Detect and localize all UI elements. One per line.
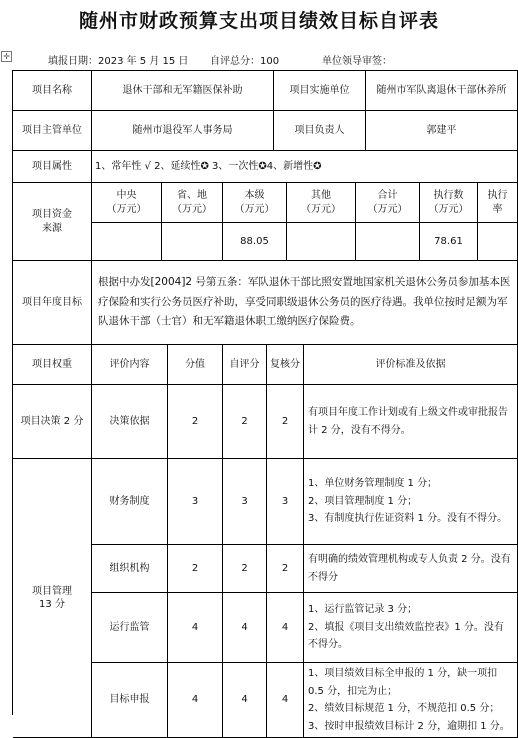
owner-label: 项目负责人: [274, 111, 366, 151]
eval-header-4: 复核分: [267, 345, 304, 385]
funds-header-4: 合计 （万元）: [356, 183, 420, 223]
funds-header-2: 本级 （万元）: [223, 183, 287, 223]
supervisor-value: 随州市退役军人事务局: [92, 111, 274, 151]
eval-self-cell: 2: [223, 385, 267, 459]
funds-value-6: [478, 223, 518, 261]
eval-header-3: 自评分: [223, 345, 267, 385]
attr-value: 1、常年性 √ 2、延续性✪ 3、一次性✪4、新增性✪: [92, 151, 518, 183]
goal-text: 根据中办发[2004]2 号第五条：军队退休干部比照安置地国家机关退休公务员参加基本医疗保险和实行公务员医疗补助，享受同职级退休公务员的医疗待遇。我单位按时足额为军队退休干部（士官）和无军籍退休职工缴纳医疗保险费。: [92, 261, 518, 345]
funds-value-4: [356, 223, 420, 261]
impl-unit-label: 项目实施单位: [274, 71, 366, 111]
goal-label: 项目年度目标: [13, 261, 92, 345]
self-total-score: 自评总分：100: [210, 56, 280, 67]
funds-header-0: 中央 （万元）: [92, 183, 162, 223]
project-name-label: 项目名称: [13, 71, 92, 111]
eval-criteria-cell: 1、项目绩效目标全申报的 1 分，缺一项扣 0.5 分，扣完为止； 2、绩效目标规范 1 分，不规范扣 0.5 分； 3、按时申报绩效目标计 2 分，逾期扣 1 分。: [304, 663, 518, 738]
eval-criteria-cell: 有明确的绩效管理机构或专人负责 2 分。没有不得分: [304, 545, 518, 593]
eval-header-1: 评价内容: [92, 345, 168, 385]
eval-score-cell: 4: [168, 593, 223, 663]
funds-value-2: 88.05: [223, 223, 287, 261]
funds-value-5: 78.61: [420, 223, 478, 261]
table-move-handle-icon[interactable]: ✛: [1, 51, 12, 62]
eval-content-cell: 组织机构: [92, 545, 168, 593]
eval-header-2: 分值: [168, 345, 223, 385]
eval-criteria-cell: 1、单位财务管理制度 1 分； 2、项目管理制度 1 分； 3、有制度执行佐证资料 1 分。没有不得分。: [304, 459, 518, 545]
eval-criteria-cell: 有项目年度工作计划或有上级文件或审批报告计 2 分，没有不得分。: [304, 385, 518, 459]
eval-self-cell: 4: [223, 593, 267, 663]
funds-label: 项目资金 来源: [13, 183, 92, 261]
eval-criteria-cell: 1、运行监管记录 3 分； 2、填报《项目支出绩效监控表》1 分。没有不得分。: [304, 593, 518, 663]
eval-self-cell: 4: [223, 663, 267, 738]
eval-self-cell: 2: [223, 545, 267, 593]
evaluation-table: [12, 70, 518, 732]
page-title: 随州市财政预算支出项目绩效目标自评表: [78, 10, 439, 32]
funds-value-0: [92, 223, 162, 261]
eval-header-5: 评价标准及依据: [304, 345, 518, 385]
eval-score-cell: 2: [168, 385, 223, 459]
eval-weight-0: 项目决策 2 分: [13, 385, 92, 459]
attr-label: 项目属性: [13, 151, 92, 183]
funds-value-3: [287, 223, 356, 261]
eval-score-cell: 3: [168, 459, 223, 545]
eval-review-cell: 3: [267, 459, 304, 545]
eval-content-cell: 财务制度: [92, 459, 168, 545]
supervisor-label: 项目主管单位: [13, 111, 92, 151]
fill-date: 填报日期：2023 年 5 月 15 日: [48, 56, 189, 67]
eval-review-cell: 4: [267, 593, 304, 663]
leader-sign: 单位领导审签：: [322, 56, 392, 67]
eval-content-cell: 决策依据: [92, 385, 168, 459]
eval-score-cell: 2: [168, 545, 223, 593]
eval-self-cell: 3: [223, 459, 267, 545]
eval-score-cell: 4: [168, 663, 223, 738]
eval-review-cell: 4: [267, 663, 304, 738]
eval-content-cell: 目标申报: [92, 663, 168, 738]
eval-header-0: 项目权重: [13, 345, 92, 385]
funds-value-1: [162, 223, 223, 261]
eval-review-cell: 2: [267, 545, 304, 593]
funds-header-6: 执行 率: [478, 183, 518, 223]
eval-review-cell: 2: [267, 385, 304, 459]
funds-header-5: 执行数 （万元）: [420, 183, 478, 223]
project-name-value: 退休干部和无军籍医保补助: [92, 71, 274, 111]
eval-content-cell: 运行监管: [92, 593, 168, 663]
funds-header-1: 省、地 （万元）: [162, 183, 223, 223]
funds-header-3: 其他 （万元）: [287, 183, 356, 223]
impl-unit-value: 随州市军队离退休干部休养所: [366, 71, 518, 111]
eval-weight-1: 项目管理 13 分: [13, 459, 92, 738]
owner-value: 郭建平: [366, 111, 518, 151]
